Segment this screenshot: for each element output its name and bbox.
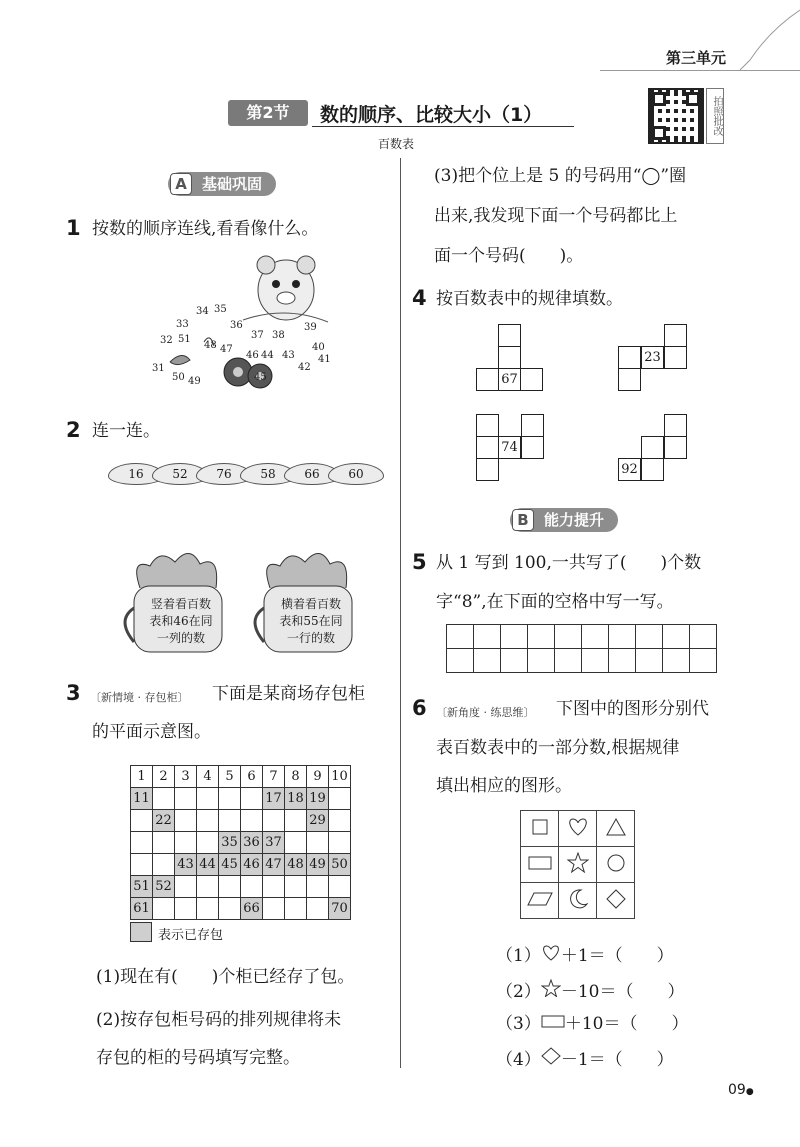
writing-grid[interactable] — [446, 624, 717, 673]
leaf-number[interactable]: 60 — [328, 463, 384, 485]
locker-cell: 5 — [219, 766, 241, 788]
section-badge: 第2节 — [228, 100, 308, 126]
locker-cell: 45 — [219, 854, 241, 876]
locker-cell: 1 — [131, 766, 153, 788]
locker-cell[interactable] — [285, 876, 307, 898]
q1-dot-label: 35 — [214, 304, 227, 315]
q1-dot-label: 46 — [246, 350, 259, 361]
q4-text: 按百数表中的规律填数。 — [436, 289, 623, 309]
eq-body: ＋1＝（ ） — [560, 946, 674, 966]
locker-cell: 36 — [241, 832, 263, 854]
locker-cell[interactable] — [175, 876, 197, 898]
symbol-grid — [520, 810, 635, 919]
eq-index: （3） — [496, 1014, 541, 1034]
section-b-badge: B — [512, 509, 534, 531]
q1-dot-picture — [148, 250, 358, 390]
locker-cell[interactable] — [197, 788, 219, 810]
puzzle-cell-67: 67 — [498, 368, 521, 391]
locker-cell[interactable] — [153, 788, 175, 810]
writing-cell[interactable] — [636, 649, 663, 673]
locker-cell[interactable] — [175, 832, 197, 854]
locker-cell[interactable] — [329, 810, 351, 832]
q1-dot-label: 50 — [172, 372, 185, 383]
q2-number: 2 — [66, 418, 81, 442]
section-a-label — [168, 172, 276, 196]
locker-cell[interactable] — [153, 832, 175, 854]
locker-cell: 22 — [153, 810, 175, 832]
puzzle-cell[interactable] — [476, 436, 499, 459]
page-number: 09● — [728, 1082, 754, 1098]
puzzle-cell[interactable] — [664, 436, 687, 459]
locker-row — [131, 854, 351, 876]
puzzle-cell[interactable] — [618, 346, 641, 369]
locker-cell: 61 — [131, 898, 153, 920]
locker-cell[interactable] — [263, 810, 285, 832]
q1-dot-label: 42 — [298, 362, 311, 373]
locker-cell: 10 — [329, 766, 351, 788]
writing-cell[interactable] — [582, 649, 609, 673]
q3-sub3-line1: (3)把个位上是 5 的号码用“◯”圈 — [434, 166, 687, 186]
writing-cell[interactable] — [501, 649, 528, 673]
locker-cell: 70 — [329, 898, 351, 920]
locker-cell: 4 — [197, 766, 219, 788]
parallelogram-icon — [526, 890, 554, 908]
star-icon — [567, 852, 589, 874]
locker-cell: 51 — [131, 876, 153, 898]
eq-body: －10＝（ ） — [560, 982, 685, 1002]
locker-cell[interactable] — [131, 832, 153, 854]
q1-text: 按数的顺序连线,看看像什么。 — [92, 219, 319, 239]
eq-body: ＋10＝（ ） — [564, 1014, 689, 1034]
q1-dot-label: 43 — [282, 350, 295, 361]
locker-cell: 29 — [307, 810, 329, 832]
basket2-line: 表和55在同 — [279, 614, 343, 628]
writing-cell[interactable] — [609, 625, 636, 649]
leaf-number[interactable]: 52 — [152, 463, 208, 485]
locker-cell[interactable] — [241, 788, 263, 810]
locker-cell[interactable] — [197, 832, 219, 854]
triangle-icon — [605, 817, 627, 837]
legend-text: 表示已存包 — [158, 928, 224, 943]
q5-line1: 从 1 写到 100,一共写了( )个数 — [436, 553, 702, 573]
circle-icon — [605, 852, 627, 874]
page-title: 数的顺序、比较大小（1） — [320, 104, 543, 126]
q3-sub3-line2: 出来,我发现下面一个号码都比上 — [434, 206, 678, 226]
writing-cell[interactable] — [663, 625, 690, 649]
locker-cell: 49 — [307, 854, 329, 876]
locker-cell[interactable] — [307, 876, 329, 898]
locker-row — [131, 810, 351, 832]
locker-cell[interactable] — [197, 876, 219, 898]
locker-cell[interactable] — [131, 854, 153, 876]
q1-dot-label: 33 — [176, 319, 189, 330]
locker-cell: 47 — [263, 854, 285, 876]
locker-cell: 35 — [219, 832, 241, 854]
q5-number: 5 — [412, 550, 427, 574]
q1-dot-label: 51 — [178, 334, 191, 345]
locker-cell[interactable] — [197, 810, 219, 832]
q6-tag: 〔新角度 · 练思维〕 — [436, 706, 535, 719]
leaf-number[interactable]: 58 — [240, 463, 296, 485]
locker-row — [131, 788, 351, 810]
q1-number: 1 — [66, 216, 81, 240]
corner-decoration — [740, 0, 800, 70]
diamond-icon — [605, 888, 627, 910]
puzzle-cell-23: 23 — [641, 346, 664, 369]
puzzle-cell[interactable] — [664, 346, 687, 369]
header-rule — [600, 70, 800, 71]
basket1-line: 表和46在同 — [149, 614, 213, 628]
locker-cell[interactable] — [263, 898, 285, 920]
locker-cell: 19 — [307, 788, 329, 810]
writing-cell[interactable] — [609, 649, 636, 673]
q2-text: 连一连。 — [92, 421, 160, 441]
locker-cell: 37 — [263, 832, 285, 854]
eq-index: （4） — [496, 1050, 541, 1070]
q3-text-1: 下面是某商场存包柜 — [212, 684, 365, 704]
puzzle-cell-74: 74 — [498, 436, 521, 459]
basket1-line: 一列的数 — [156, 631, 205, 645]
rectangle-icon — [541, 1013, 565, 1029]
q1-dot-label: 45 — [254, 372, 267, 383]
section-a-badge: A — [170, 173, 192, 195]
q3-tag: 〔新情境 · 存包柜〕 — [90, 691, 189, 704]
locker-cell: 7 — [263, 766, 285, 788]
q1-dot-label: 39 — [304, 322, 317, 333]
locker-row — [131, 766, 351, 788]
writing-cell[interactable] — [474, 625, 501, 649]
locker-cell: 6 — [241, 766, 263, 788]
title-underline — [312, 126, 574, 127]
puzzle-cell[interactable] — [476, 414, 499, 437]
q1-dot-label: 38 — [272, 330, 285, 341]
page-number-text: 09 — [728, 1082, 746, 1098]
q3-sub3-line3: 面一个号码( )。 — [434, 246, 584, 266]
puzzle-cell[interactable] — [498, 324, 521, 347]
locker-cell[interactable] — [175, 898, 197, 920]
q3-sub1: (1)现在有( )个柜已经存了包。 — [96, 967, 355, 987]
q6-line2: 表百数表中的一部分数,根据规律 — [436, 738, 680, 758]
q1-dot-label: 36 — [230, 320, 243, 331]
section-b-label — [510, 508, 618, 532]
locker-cell[interactable] — [307, 832, 329, 854]
locker-cell[interactable] — [329, 876, 351, 898]
locker-row — [131, 898, 351, 920]
locker-cell: 9 — [307, 766, 329, 788]
q1-dot-label: 47 — [220, 344, 233, 355]
q1-dot-label: 37 — [251, 330, 264, 341]
writing-cell[interactable] — [690, 625, 717, 649]
q1-dot-label: 48 — [204, 340, 217, 351]
locker-grid — [130, 765, 351, 920]
puzzle-cell[interactable] — [664, 324, 687, 347]
leaf-number[interactable]: 66 — [284, 463, 340, 485]
q1-dot-label: 34 — [196, 306, 209, 317]
q3-sub2b: 存包的柜的号码填写完整。 — [96, 1048, 300, 1068]
locker-cell: 3 — [175, 766, 197, 788]
q5-line2: 字“8”,在下面的空格中写一写。 — [436, 592, 674, 612]
locker-cell[interactable] — [219, 898, 241, 920]
locker-cell[interactable] — [263, 876, 285, 898]
unit-label: 第三单元 — [666, 49, 727, 67]
rectangle-icon — [527, 854, 553, 872]
q4-number: 4 — [412, 286, 427, 310]
eq-body: －1＝（ ） — [560, 1050, 674, 1070]
writing-row — [447, 625, 717, 649]
locker-row — [131, 832, 351, 854]
heart-icon — [541, 945, 561, 961]
q6-eq3 — [496, 1013, 688, 1034]
locker-cell[interactable] — [153, 854, 175, 876]
puzzle-cell[interactable] — [521, 414, 544, 437]
locker-cell: 66 — [241, 898, 263, 920]
square-icon — [531, 818, 549, 836]
q3-sub2a: (2)按存包柜号码的排列规律将未 — [96, 1010, 342, 1030]
legend-swatch — [130, 922, 152, 942]
writing-row — [447, 649, 717, 673]
locker-cell[interactable] — [219, 876, 241, 898]
locker-cell[interactable] — [285, 832, 307, 854]
heart-icon — [566, 817, 590, 837]
basket1-line: 竖着看百数 — [150, 597, 211, 611]
writing-cell[interactable] — [528, 649, 555, 673]
q6-eq2 — [496, 979, 684, 1002]
writing-cell[interactable] — [636, 625, 663, 649]
q3-text-2: 的平面示意图。 — [92, 722, 211, 742]
moon-icon — [567, 888, 589, 910]
q6-eq1 — [496, 945, 674, 966]
locker-cell[interactable] — [307, 898, 329, 920]
puzzle-cell[interactable] — [498, 346, 521, 369]
q1-dot-label: 41 — [318, 354, 331, 365]
locker-cell[interactable] — [153, 898, 175, 920]
writing-cell[interactable] — [528, 625, 555, 649]
locker-cell[interactable] — [285, 810, 307, 832]
eq-index: （2） — [496, 982, 541, 1002]
locker-cell[interactable] — [329, 788, 351, 810]
locker-cell[interactable] — [329, 832, 351, 854]
locker-cell: 48 — [285, 854, 307, 876]
locker-cell: 50 — [329, 854, 351, 876]
locker-cell[interactable] — [241, 876, 263, 898]
q1-dot-label: 44 — [261, 350, 274, 361]
writing-cell[interactable] — [474, 649, 501, 673]
locker-cell: 8 — [285, 766, 307, 788]
locker-cell: 17 — [263, 788, 285, 810]
locker-cell: 43 — [175, 854, 197, 876]
q1-dot-label: 49 — [188, 376, 201, 387]
locker-cell[interactable] — [285, 898, 307, 920]
section-a-text: 基础巩固 — [202, 175, 263, 193]
puzzle-cell[interactable] — [641, 436, 664, 459]
locker-row — [131, 876, 351, 898]
puzzle-cell-92: 92 — [618, 458, 641, 481]
writing-cell[interactable] — [690, 649, 717, 673]
puzzle-cell[interactable] — [641, 458, 664, 481]
eq-index: （1） — [496, 946, 541, 966]
locker-cell: 11 — [131, 788, 153, 810]
locker-cell: 2 — [153, 766, 175, 788]
locker-cell[interactable] — [131, 810, 153, 832]
q6-number: 6 — [412, 696, 427, 720]
locker-cell[interactable] — [219, 810, 241, 832]
puzzle-cell[interactable] — [521, 436, 544, 459]
locker-cell: 44 — [197, 854, 219, 876]
leaf-number[interactable]: 16 — [108, 463, 164, 485]
column-divider — [400, 158, 401, 1068]
writing-cell[interactable] — [555, 649, 582, 673]
locker-cell: 18 — [285, 788, 307, 810]
locker-cell[interactable] — [175, 810, 197, 832]
basket2-line: 一行的数 — [286, 631, 335, 645]
basket-column[interactable] — [120, 548, 232, 656]
writing-cell[interactable] — [663, 649, 690, 673]
basket-row[interactable] — [250, 548, 362, 656]
qr-side-label: 拍照批改 — [706, 88, 724, 144]
writing-cell[interactable] — [501, 625, 528, 649]
puzzle-cell[interactable] — [520, 368, 543, 391]
section-b-text: 能力提升 — [544, 511, 605, 529]
puzzle-cell[interactable] — [476, 368, 499, 391]
writing-cell[interactable] — [447, 649, 474, 673]
title-bar — [228, 98, 574, 128]
locker-cell[interactable] — [197, 898, 219, 920]
q6-line1: 下图中的图形分别代 — [556, 699, 709, 719]
diamond-icon — [541, 1047, 561, 1065]
locker-cell: 52 — [153, 876, 175, 898]
puzzle-cell[interactable] — [618, 368, 641, 391]
puzzle-cell[interactable] — [476, 458, 499, 481]
q3-number: 3 — [66, 681, 81, 705]
q6-line3: 填出相应的图形。 — [436, 776, 572, 796]
q6-eq4 — [496, 1047, 674, 1070]
writing-cell[interactable] — [555, 625, 582, 649]
locker-cell: 46 — [241, 854, 263, 876]
q1-dot-label: 40 — [312, 342, 325, 353]
locker-cell[interactable] — [241, 810, 263, 832]
page-subtitle: 百数表 — [378, 137, 415, 151]
basket2-line: 横着看百数 — [280, 597, 341, 611]
q1-dot-label: 31 — [152, 363, 165, 374]
locker-cell[interactable] — [219, 788, 241, 810]
writing-cell[interactable] — [447, 625, 474, 649]
q1-dot-label: 32 — [160, 335, 173, 346]
leaf-number[interactable]: 76 — [196, 463, 252, 485]
writing-cell[interactable] — [582, 625, 609, 649]
puzzle-cell[interactable] — [664, 414, 687, 437]
star-icon — [541, 979, 561, 997]
locker-cell[interactable] — [175, 788, 197, 810]
qr-code-icon[interactable] — [648, 88, 704, 144]
